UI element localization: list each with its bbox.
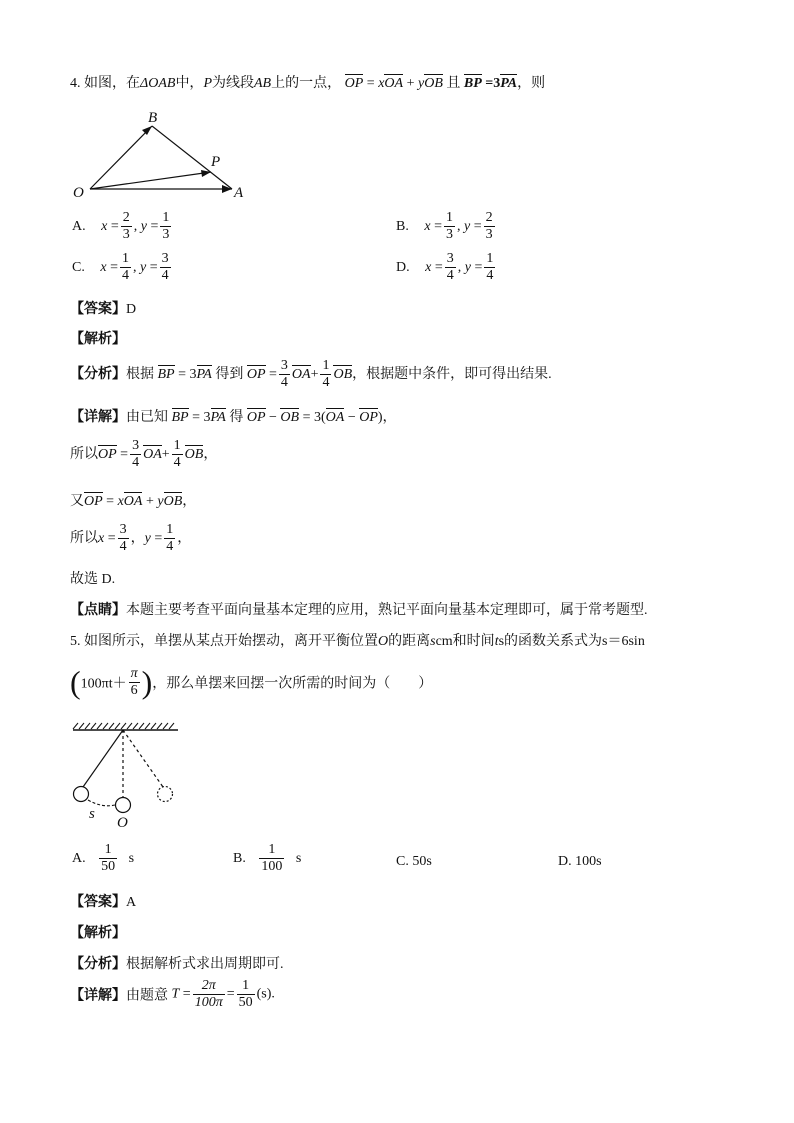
string-right (123, 730, 163, 787)
q4-option-d[interactable]: D. x = $\frac{3}{4}$ , y = $\frac{1}{4}$ (396, 251, 494, 284)
label-s: s (89, 806, 95, 822)
q5-answer: 【答案】A (70, 895, 137, 910)
q4-triangle: ΔOAB (140, 76, 176, 91)
q4-stem-then: ，则 (517, 76, 546, 91)
q4-option-a[interactable]: A. x = $\frac{2}{3}$ , y = $\frac{1}{3}$ (72, 210, 170, 243)
label-b: B (148, 110, 158, 126)
q4-stem (70, 72, 545, 92)
label-a: A (234, 185, 244, 201)
q4-detail-line4: 所以x = $\frac{3}{4}$ ，y = $\frac{1}{4}$ ， (70, 522, 192, 555)
q4-detail-line3: 又OP = xOA + yOB， (70, 494, 197, 509)
q5-option-b[interactable]: B. $\frac{1}{100}$ s (233, 842, 302, 875)
q4-detail-line1: 【详解】由已知 BP = 3PA 得 OP − OB = 3(OA − OP)， (70, 410, 397, 425)
q4-segment-ab: AB (254, 76, 272, 91)
q4-analysis-tag: 【解析】 (70, 332, 126, 347)
q4-stem-and: 且 (446, 76, 461, 91)
arc-s (88, 800, 115, 806)
q4-fenxi: 【分析】根据 BP = 3PA 得到 OP = $\frac{3}{4}$ OA+ $\frac{1}{4}$ OB，根据题中条件，即可得出结果. (70, 358, 552, 391)
q4-answer (70, 298, 136, 318)
q4-triangle-figure (68, 108, 258, 203)
label-o: O (73, 185, 84, 201)
answer-value: D (126, 302, 137, 317)
q5-stem-line1: 5. 如图所示，单摆从某点开始摆动，离开平衡位置O的距离scm和时间ts的函数关系式为s＝6sin (70, 634, 645, 649)
q4-detail-line2: 所以OP = $\frac{3}{4}$ OA+ $\frac{1}{4}$ OB， (70, 438, 218, 471)
q5-option-c[interactable]: C. 50s (396, 854, 432, 869)
q5-pendulum-figure (68, 720, 183, 832)
string-left (83, 730, 123, 787)
q5-fenxi: 【分析】根据解析式求出周期即可. (70, 957, 284, 972)
arrowhead-a (222, 185, 232, 193)
q4-number: 4. (70, 76, 81, 91)
arrowhead-b (142, 126, 152, 135)
q5-stem-line2: (100πt＋ $\frac{\pi}{6}$ )，那么单摆来回摆一次所需的时间为（ ） (70, 664, 433, 700)
q4-option-b[interactable]: B. x = $\frac{1}{3}$ , y = $\frac{2}{3}$ (396, 210, 493, 243)
q4-stem-c: 为线段 (212, 76, 254, 91)
segment-ob (90, 126, 152, 189)
q5-option-d[interactable]: D. 100s (558, 854, 602, 869)
bob-left (74, 787, 89, 802)
q4-point-p: P (203, 76, 212, 91)
q4-option-c[interactable]: C. x = $\frac{1}{4}$ , y = $\frac{3}{4}$ (72, 251, 169, 284)
q4-comment: 【点睛】本题主要考查平面向量基本定理的应用，熟记平面向量基本定理即可，属于常考题型. (70, 603, 648, 618)
q4-condition: BP =3PA (463, 76, 518, 91)
q4-guxuan: 故选 D. (70, 572, 116, 587)
label-p: P (211, 154, 221, 170)
answer-tag: 【答案】 (70, 302, 126, 317)
q4-stem-b: 中， (175, 76, 204, 91)
label-o: O (117, 815, 128, 831)
q4-stem-a: 如图，在 (84, 76, 140, 91)
bob-right (158, 787, 173, 802)
q4-vector-equation: OP = xOA + yOB (344, 76, 443, 91)
segment-op (90, 172, 211, 189)
q5-detail: 【详解】由题意 T = $\frac{2\pi}{100\pi}$ = $\frac{1}{50}$ (s). (70, 978, 275, 1011)
q4-stem-d: 上的一点， (271, 76, 342, 91)
bob-center (116, 798, 131, 813)
ceiling-hatch (73, 723, 174, 729)
q5-option-a[interactable]: A. $\frac{1}{50}$ s (72, 842, 135, 875)
q5-analysis-tag: 【解析】 (70, 926, 126, 941)
